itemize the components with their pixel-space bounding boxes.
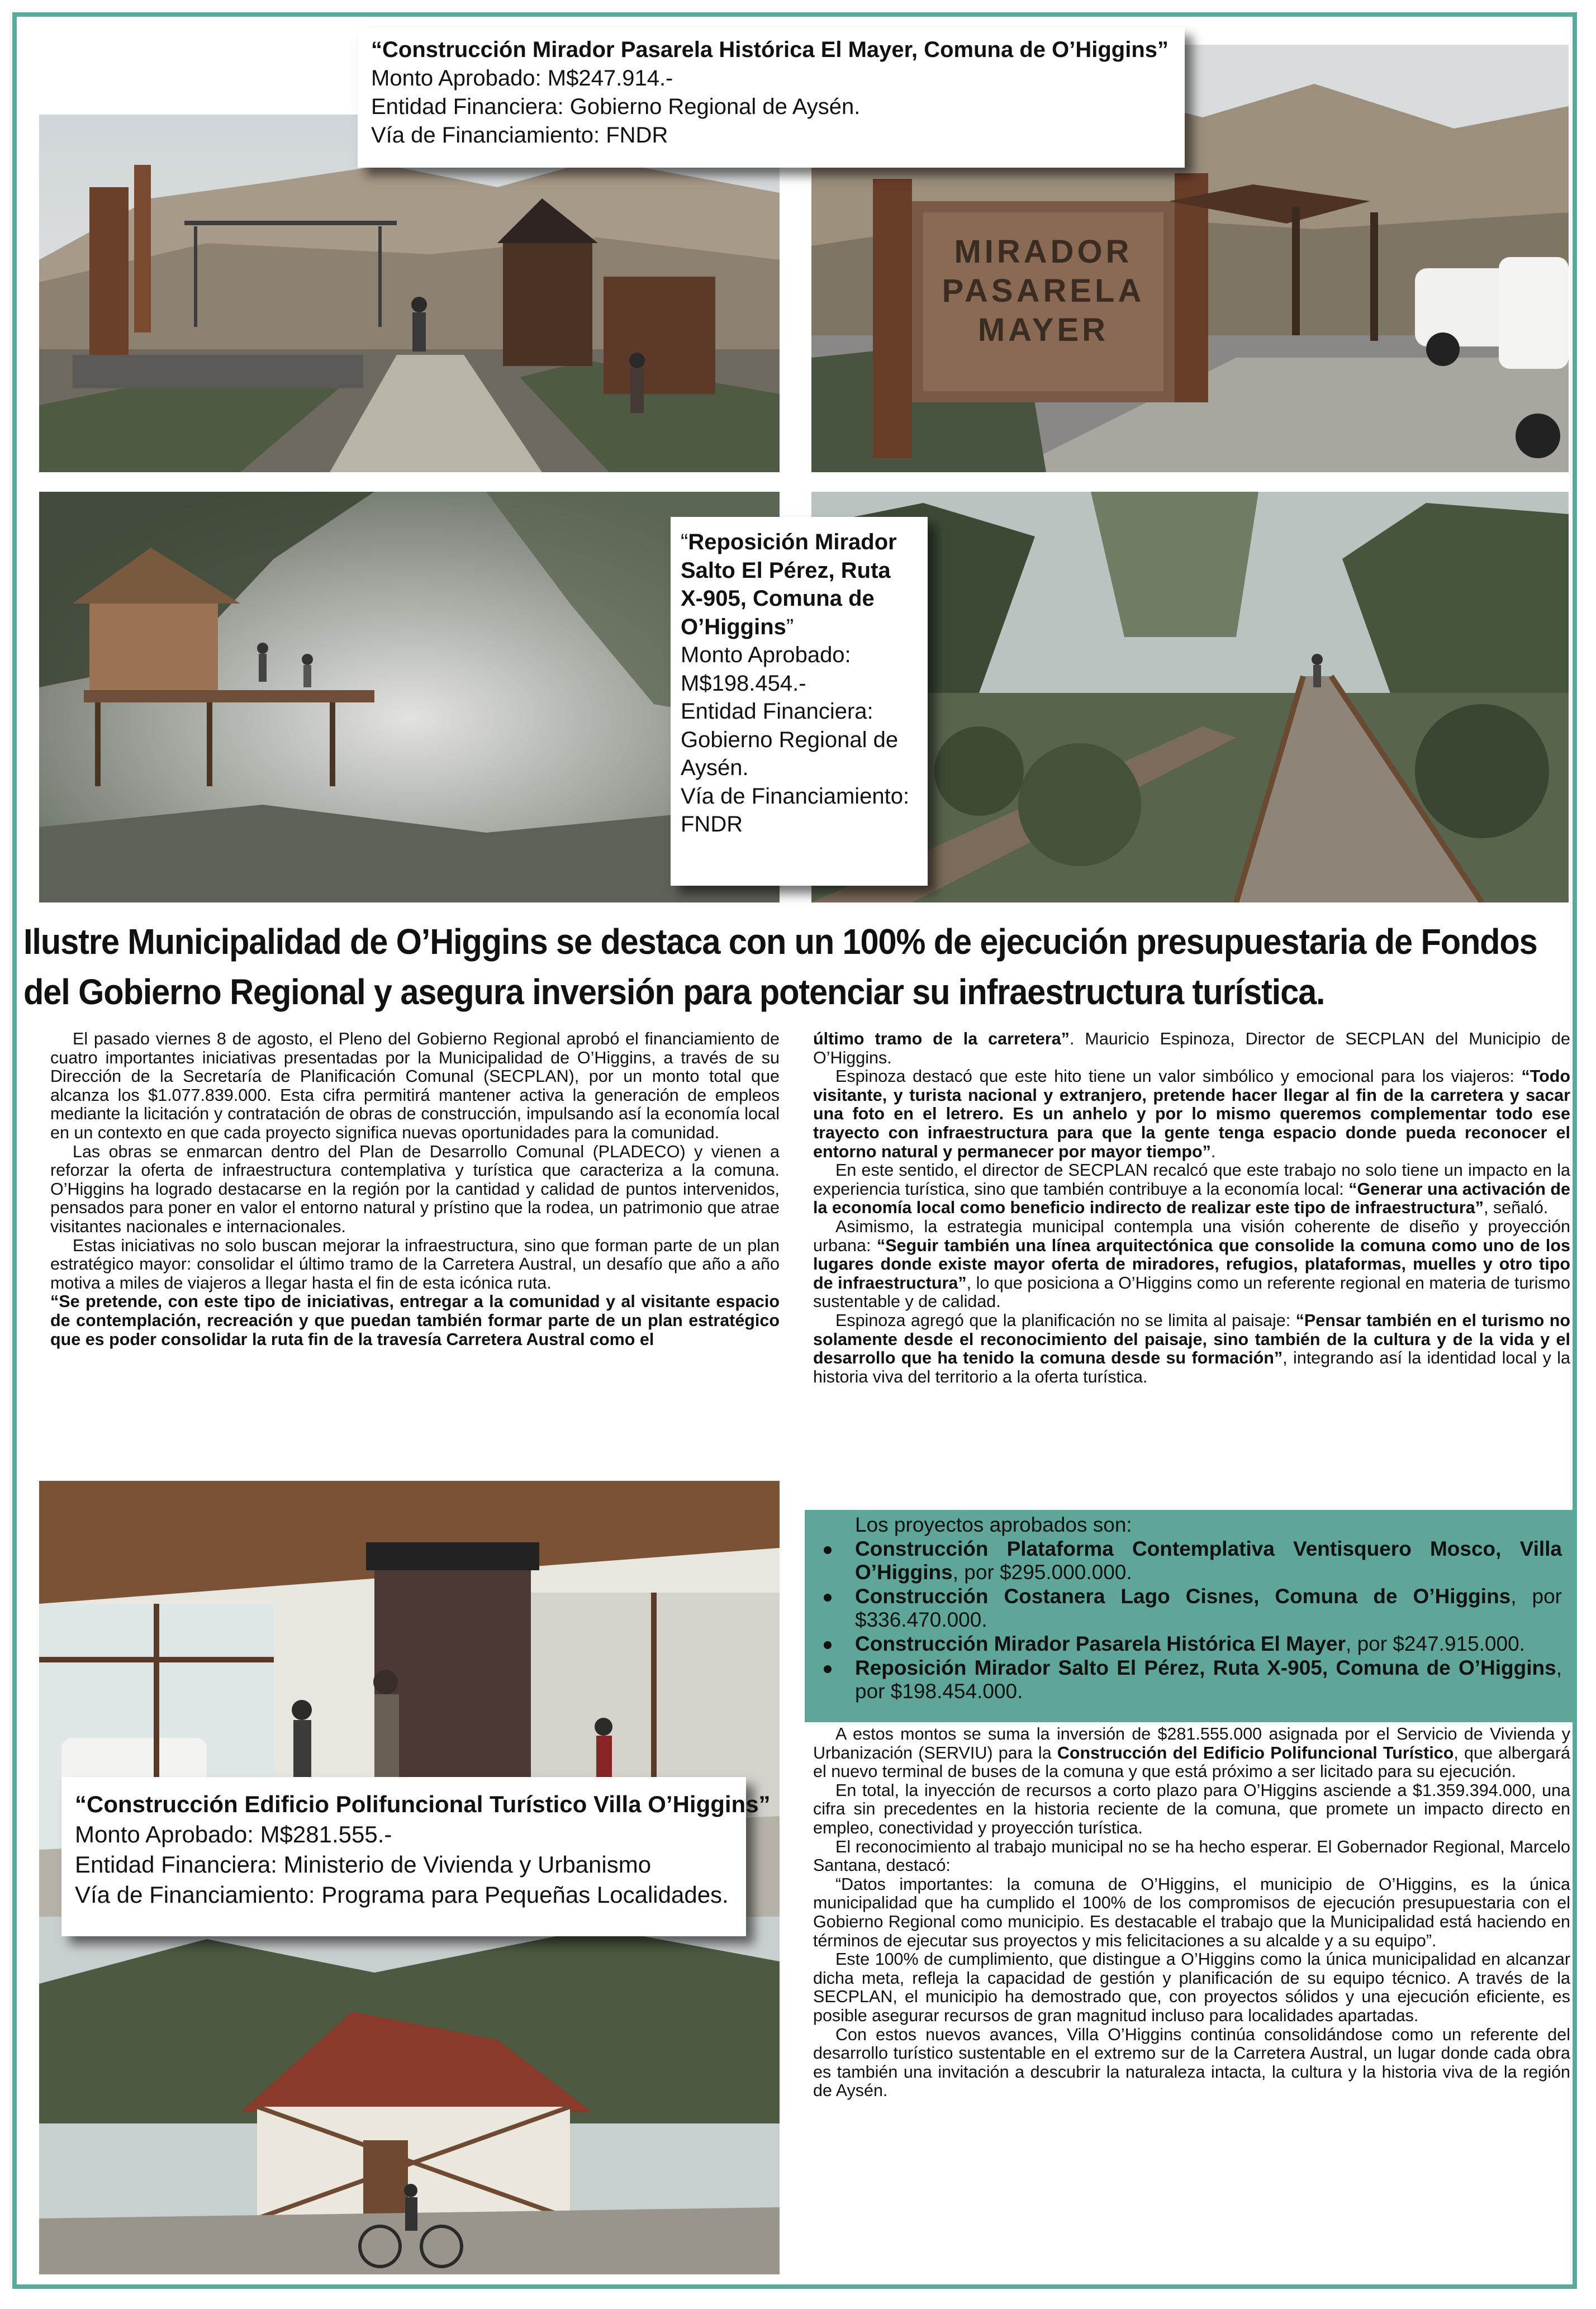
caption-edificio-polifuncional	[61, 1777, 771, 1936]
list-item: Construcción Plataforma Contemplativa Ventisquero Mosco, Villa O’Higgins, por $295.000.000.	[816, 1537, 1562, 1585]
paragraph: En total, la inyección de recursos a corto plazo para O’Higgins asciende a $1.359.394.000, una cifra sin precedentes en la historia reciente de la comuna, que promete un impacto directo en empleo, conectividad y proyección turística.	[813, 1780, 1570, 1837]
list-item: Construcción Mirador Pasarela Histórica El Mayer, por $247.915.000.	[816, 1632, 1562, 1656]
paragraph: Espinoza destacó que este hito tiene un valor simbólico y emocional para los viajeros: “Todo visitante, y turista nacional y extranjero, pretende hacer llegar al fin de la carretera y sacar una foto en el letrero. Es un anhelo y por lo mismo queremos complementar todo ese trayecto con infraestructura para que la gente tenga espacio donde pueda reconocer el entorno natural y permanecer por mayor tiempo”.	[813, 1067, 1570, 1161]
paragraph: Este 100% de cumplimiento, que distingue a O’Higgins como la única municipalidad en alcanzar dicha meta, refleja la capacidad de gestión y planificación de su equipo técnico. A través de la SECPLAN, el municipio ha demostrado que, con proyectos sólidos y una ejecución eficiente, es posible asegurar recursos de gran magnitud incluso para localidades apartadas.	[813, 1950, 1570, 2025]
caption-mayer-entidad: Entidad Financiera: Gobierno Regional de Aysén.	[371, 94, 861, 119]
headline-line-1: Ilustre Municipalidad de O’Higgins se destaca con un 100% de ejecución presupuestaria de Fondos	[23, 921, 1537, 962]
paragraph: A estos montos se suma la inversión de $281.555.000 asignada por el Servicio de Vivienda y Urbanización (SERVIU) para la Construcción del Edificio Polifuncional Turístico, que albergará el nuevo terminal de buses de la comuna y que está próximo a ser licitado para su ejecución.	[813, 1724, 1570, 1781]
approved-projects-box	[805, 1510, 1573, 1722]
caption-perez-monto: Monto Aprobado: M$198.454.-	[681, 643, 851, 696]
paragraph: Asimismo, la estrategia municipal contempla una visión coherente de diseño y proyección urbana: “Seguir también una línea arquitectónica que consolide la comuna como uno de los lugares donde existe mayor oferta de miradores, refugios, plataformas, muelles y otro tipo de infraestructura”, lo que posiciona a O’Higgins como un referente regional en materia de turismo sustentable y de calidad.	[813, 1217, 1570, 1312]
caption-mayer-monto: Monto Aprobado: M$247.914.-	[371, 66, 673, 91]
paragraph: Con estos nuevos avances, Villa O’Higgins continúa consolidándose como un referente del desarrollo turístico sustentable en el extremo sur de la Carretera Austral, un lugar donde cada obra es también una invitación a descubrir la naturaleza intacta, la cultura y la historia viva de la región de Aysén.	[813, 2025, 1570, 2101]
paragraph: En este sentido, el director de SECPLAN recalcó que este trabajo no solo tiene un impacto en la experiencia turística, sino que también contribuye a la economía local: “Generar una activación de la economía local como beneficio indirecto de realizar este tipo de infraestructura”, señaló.	[813, 1161, 1571, 1218]
approved-projects-list	[816, 1537, 1562, 1704]
list-item: Construcción Costanera Lago Cisnes, Comuna de O’Higgins, por $336.470.000.	[816, 1585, 1562, 1632]
sign-line-3: MAYER	[977, 312, 1109, 348]
caption-edificio-title: “Construcción Edificio Polifuncional Turístico Villa O’Higgins”	[75, 1791, 771, 1817]
article-column-right	[813, 1030, 1570, 1386]
approved-projects-title: Los proyectos aprobados son:	[855, 1513, 1132, 1536]
caption-perez-entidad: Entidad Financiera: Gobierno Regional de Aysén.	[681, 699, 899, 780]
paragraph: Espinoza agregó que la planificación no se limita al paisaje: “Pensar también en el turismo no solamente desde el reconocimiento del paisaje, sino también de la cultura y de la vida y el desarrollo que ha tenido la comuna desde su formación”, integrando así la identidad local y la historia viva del territorio a la oferta turística.	[813, 1310, 1571, 1386]
paragraph: “Datos importantes: la comuna de O’Higgins, el municipio de O’Higgins, es la única municipalidad que ha cumplido el 100% de los compromisos de ejecución presupuestaria con el Gobierno Regional como municipio. Es destacable el trabajo que la Municipalidad está haciendo en términos de ejecutar sus proyectos y mis felicitaciones a su alcalde y a su equipo”.	[813, 1874, 1570, 1950]
article-column-right-continued	[813, 1725, 1570, 2101]
render-salto-el-perez	[39, 492, 780, 902]
paragraph: Las obras se enmarcan dentro del Plan de Desarrollo Comunal (PLADECO) y vienen a reforzar la oferta de infraestructura contemplativa y turística que caracteriza a la comuna. O’Higgins ha logrado destacarse en la región por la cantidad y calidad de puntos intervenidos, pensados para poner en valor el entorno natural y prístino que la rodea, un patrimonio que atrae visitantes nacionales e internacionales.	[50, 1142, 780, 1236]
caption-mayer-via: Vía de Financiamiento: FNDR	[371, 123, 668, 148]
paragraph-quote: “Se pretende, con este tipo de iniciativas, entregar a la comunidad y al visitante espacio de contemplación, recreación y que puedan también formar parte de un plan estratégico que es poder consolidar la ruta fin de la travesía Carretera Austral como el	[50, 1292, 780, 1349]
list-item: Reposición Mirador Salto El Pérez, Ruta X-905, Comuna de O’Higgins, por $198.454.000.	[816, 1656, 1562, 1704]
render-pasarela-walkway	[39, 115, 780, 472]
paragraph: Estas iniciativas no solo buscan mejorar la infraestructura, sino que forman parte de un plan estratégico mayor: consolidar el último tramo de la Carretera Austral, un desafío que año a año motiva a miles de viajeros a llegar hasta el fin de esta icónica ruta.	[50, 1236, 780, 1293]
paragraph: El reconocimiento al trabajo municipal no se ha hecho esperar. El Gobernador Regional, Marcelo Santana, destacó:	[813, 1837, 1570, 1875]
headline-line-2: del Gobierno Regional y asegura inversión para potenciar su infraestructura turística.	[23, 972, 1325, 1012]
caption-perez-title: “Reposición Mirador Salto El Pérez, Ruta X-905, Comuna de O’Higgins”	[681, 530, 897, 639]
article-column-left	[50, 1030, 780, 1349]
caption-mirador-pasarela-el-mayer	[358, 28, 1185, 168]
paragraph: El pasado viernes 8 de agosto, el Pleno del Gobierno Regional aprobó el financiamiento de cuatro importantes iniciativas presentadas por la Municipalidad de O’Higgins, a través de su Dirección de la Secretaría de Planificación Comunal (SECPLAN), por un monto total que alcanza los $1.077.839.000. Esta cifra permitirá mantener activa la generación de empleos mediante la licitación y contratación de obras de construcción, impulsando así la economía local en un contexto en que cada proyecto significa nuevas oportunidades para la comunidad.	[50, 1029, 780, 1142]
caption-salto-el-perez	[671, 517, 928, 886]
caption-edificio-entidad: Entidad Financiera: Ministerio de Vivienda y Urbanismo	[75, 1851, 652, 1878]
caption-edificio-monto: Monto Aprobado: M$281.555.-	[75, 1821, 392, 1847]
article-headline	[23, 916, 1537, 1017]
sign-line-1: MIRADOR	[954, 234, 1133, 270]
paragraph: último tramo de la carretera”. Mauricio Espinoza, Director de SECPLAN del Municipio de O’Higgins.	[813, 1029, 1570, 1067]
caption-mayer-title: “Construcción Mirador Pasarela Histórica El Mayer, Comuna de O’Higgins”	[371, 37, 1169, 62]
caption-edificio-via: Vía de Financiamiento: Programa para Pequeñas Localidades.	[75, 1882, 729, 1908]
sign-line-2: PASARELA	[942, 273, 1145, 309]
caption-perez-via: Vía de Financiamiento: FNDR	[681, 783, 910, 837]
